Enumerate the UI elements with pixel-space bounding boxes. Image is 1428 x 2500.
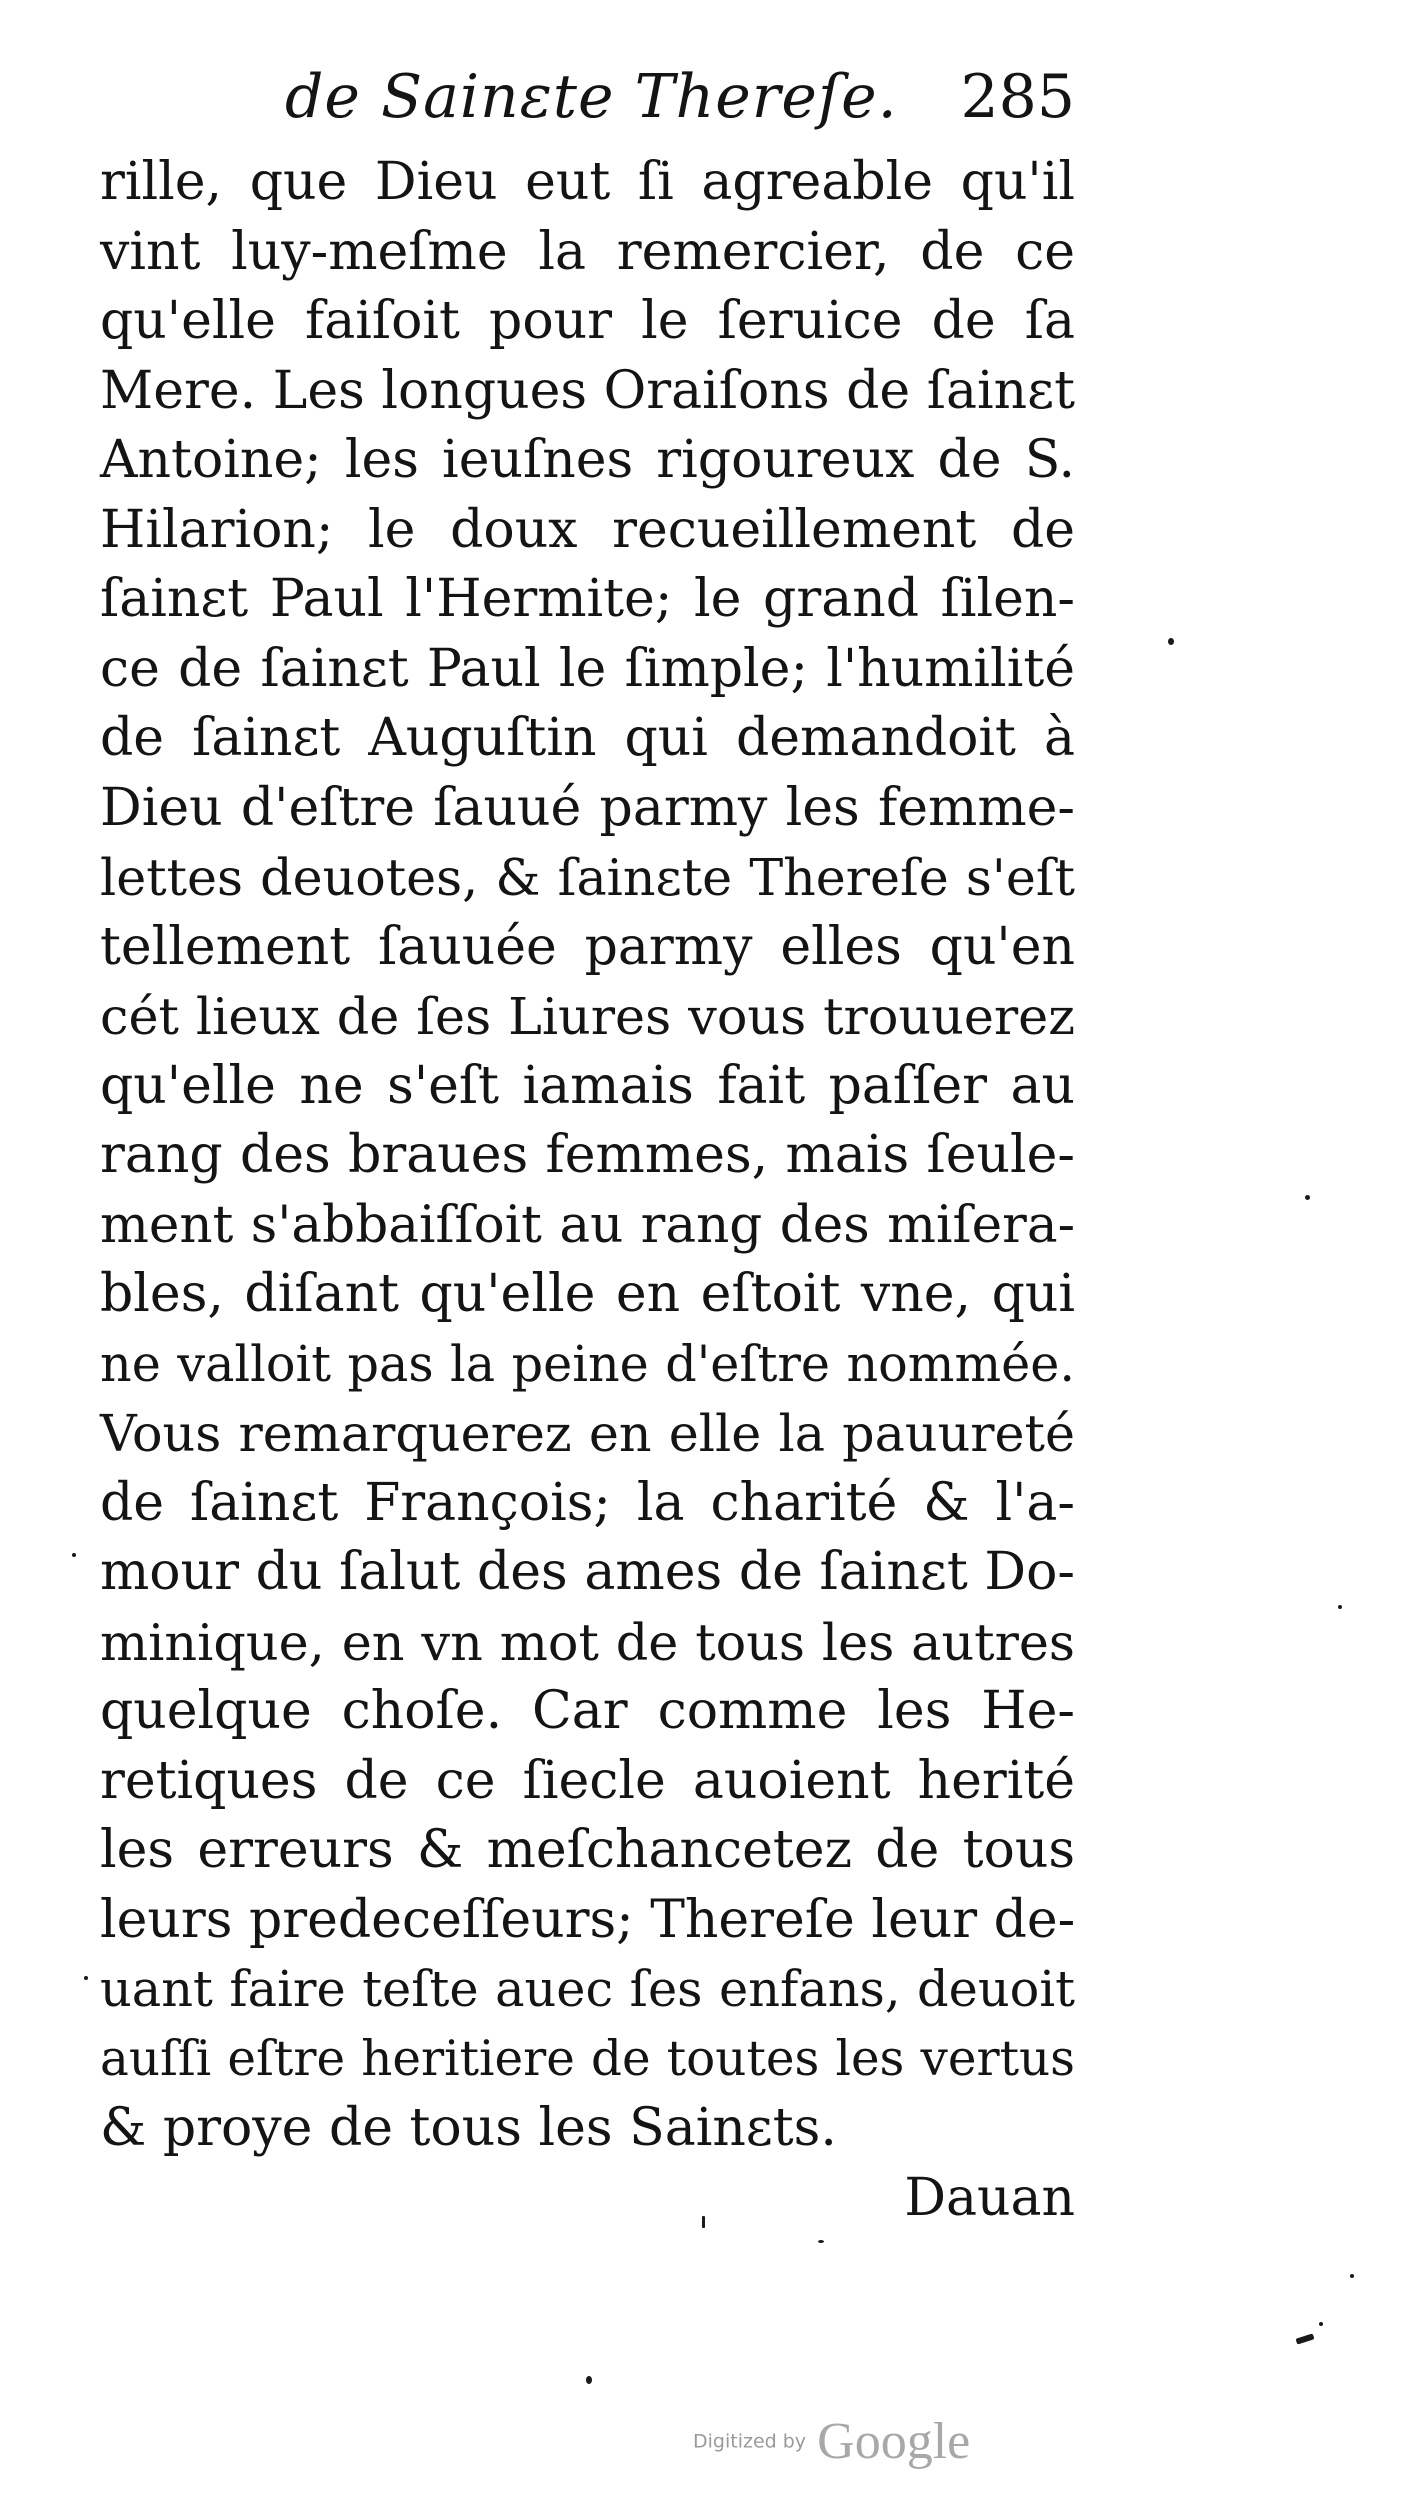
text-line: cét lieux de ſes Liures vous trouuerez	[100, 987, 1075, 1046]
text-line: vint luy-meſme la remercier, de ce	[100, 221, 1075, 282]
scan-speck	[72, 1553, 76, 1557]
text-line: quelque choſe. Car comme les He-	[100, 1681, 1075, 1741]
scan-speck	[818, 2240, 824, 2243]
text-line: ſainɛt Paul l'Hermite; le grand ſilen-	[100, 569, 1075, 629]
text-line: bles, diſant qu'elle en eſtoit vne, qui	[100, 1264, 1075, 1324]
scan-speck	[1350, 2274, 1354, 2278]
text-line: de ſainɛt François; la charité & l'a-	[100, 1472, 1075, 1533]
text-line: ne valloit pas la peine d'eſtre nommée.	[100, 1334, 1075, 1393]
text-line: Vous remarquerez en elle la pauureté	[100, 1404, 1075, 1463]
text-line: Hilarion; le doux recueillement de	[100, 499, 1075, 560]
text-line: Mere. Les longues Oraiſons de ſainɛt	[100, 360, 1075, 421]
text-line: qu'elle faiſoit pour le ſeruice de ſa	[100, 291, 1075, 351]
text-line: minique, en vn mot de tous les autres	[100, 1612, 1075, 1672]
scan-speck	[1319, 2322, 1323, 2326]
google-wordmark: Google	[817, 2413, 971, 2470]
text-line: rang des braues femmes, mais ſeule-	[100, 1125, 1075, 1185]
text-line: Antoine; les ieuſnes rigoureux de S.	[100, 430, 1075, 490]
digitized-by-google-watermark	[693, 2412, 970, 2471]
scan-speck	[1168, 638, 1174, 645]
text-line: auſſi eſtre heritiere de toutes les vertus	[100, 2030, 1075, 2087]
text-line: de ſainɛt Auguſtin qui demandoit à	[100, 708, 1075, 768]
text-line: uant faire teſte auec ſes enfans, deuoit	[100, 1960, 1075, 2018]
text-line: ce de ſainɛt Paul le ſimple; l'humilité	[100, 638, 1075, 699]
text-line: qu'elle ne s'eſt iamais fait paſſer au	[100, 1055, 1075, 1116]
text-line: retiques de ce ſiecle auoient herité	[100, 1750, 1075, 1811]
text-line: ment s'abbaiſſoit au rang des miſera-	[100, 1194, 1075, 1255]
scan-speck	[702, 2216, 705, 2228]
text-line: Dieu d'eſtre ſauué parmy les femme-	[100, 777, 1075, 838]
scan-speck	[586, 2376, 592, 2384]
running-title: de Sainɛte Thereſe.	[285, 62, 898, 132]
page-number: 285	[960, 62, 1075, 132]
text-line: lettes deuotes, & ſainɛte Thereſe s'eſt	[100, 848, 1075, 907]
scan-speck	[84, 1976, 88, 1980]
scan-speck	[1305, 1195, 1310, 1200]
running-head	[100, 62, 1075, 152]
digitized-prefix: Digitized by	[693, 2430, 807, 2453]
text-line: tellement ſauuée parmy elles qu'en	[100, 916, 1075, 977]
body-text	[100, 148, 1075, 2164]
text-line: & proye de tous les Sainɛts.	[100, 2098, 837, 2158]
catchword: Dauan	[904, 2168, 1075, 2228]
scan-speck	[1296, 2333, 1315, 2344]
text-line: les erreurs & meſchancetez de tous	[100, 1820, 1075, 1880]
scan-speck	[1338, 1605, 1342, 1609]
text-line: mour du ſalut des ames de ſainɛt Do-	[100, 1542, 1075, 1602]
text-line: rille, que Dieu eut ſi agreable qu'il	[100, 152, 1075, 212]
text-line: leurs predeceſſeurs; Thereſe leur de-	[100, 1889, 1076, 1950]
